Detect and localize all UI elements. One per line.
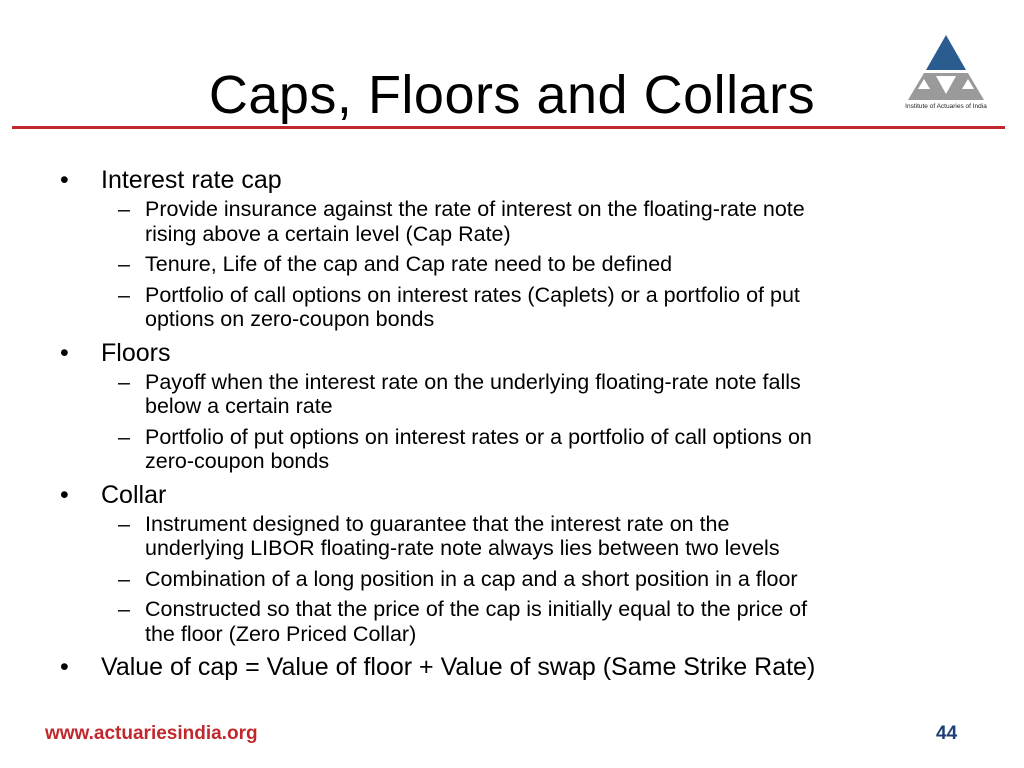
bullet-text: Floors — [101, 338, 171, 367]
sub-bullet-line: underlying LIBOR floating-rate note always lies between two levels — [145, 536, 780, 560]
sub-bullet-marker: – — [118, 282, 130, 307]
title-underline — [12, 126, 1005, 129]
bullet-text: Interest rate cap — [101, 166, 282, 194]
bullet-marker: • — [60, 653, 69, 681]
sub-bullet-line: rising above a certain level (Cap Rate) — [145, 221, 511, 246]
sub-bullet-line: below a certain rate — [145, 394, 333, 418]
sub-bullet-line: the floor (Zero Priced Collar) — [145, 621, 417, 646]
institute-logo — [896, 32, 996, 116]
sub-bullet-line: Instrument designed to guarantee that the interest rate on the — [145, 511, 730, 536]
sub-bullet-marker: – — [118, 252, 130, 276]
bullet-marker: • — [60, 480, 69, 509]
sub-bullet-line: Payoff when the interest rate on the underlying floating-rate note falls — [145, 369, 801, 394]
sub-bullet-marker: – — [118, 369, 130, 394]
sub-bullet-marker: – — [118, 566, 130, 591]
sub-bullet-marker: – — [118, 424, 130, 449]
bullet-marker: • — [60, 338, 69, 367]
sub-bullet-line: Constructed so that the price of the cap is initially equal to the price of — [145, 597, 808, 621]
bullet-marker: • — [60, 166, 69, 194]
bullet-text: Collar — [101, 480, 167, 509]
sub-bullet-marker: – — [118, 511, 130, 536]
sub-bullet-line: Portfolio of call options on interest rates (Caplets) or a portfolio of put — [145, 282, 800, 307]
sub-bullet-line: options on zero-coupon bonds — [145, 307, 435, 331]
page-number: 44 — [936, 723, 958, 744]
sub-bullet-marker: – — [118, 197, 130, 221]
sub-bullet-line: zero-coupon bonds — [145, 449, 330, 473]
sub-bullet-line: Portfolio of put options on interest rates or a portfolio of call options on — [145, 424, 812, 449]
footer-url[interactable]: www.actuariesindia.org — [45, 723, 258, 744]
sub-bullet-line: Provide insurance against the rate of interest on the floating-rate note — [145, 197, 805, 221]
sub-bullet-line: Tenure, Life of the cap and Cap rate need to be defined — [145, 252, 673, 276]
sub-bullet-marker: – — [118, 597, 130, 621]
sub-bullet-line: Combination of a long position in a cap and a short position in a floor — [145, 566, 798, 591]
logo-caption: Institute of Actuaries of India — [905, 103, 987, 110]
triangle-logo-icon — [896, 32, 996, 102]
slide-title: Caps, Floors and Collars — [208, 65, 816, 125]
bullet-text: Value of cap = Value of floor + Value of swap (Same Strike Rate) — [101, 653, 816, 681]
